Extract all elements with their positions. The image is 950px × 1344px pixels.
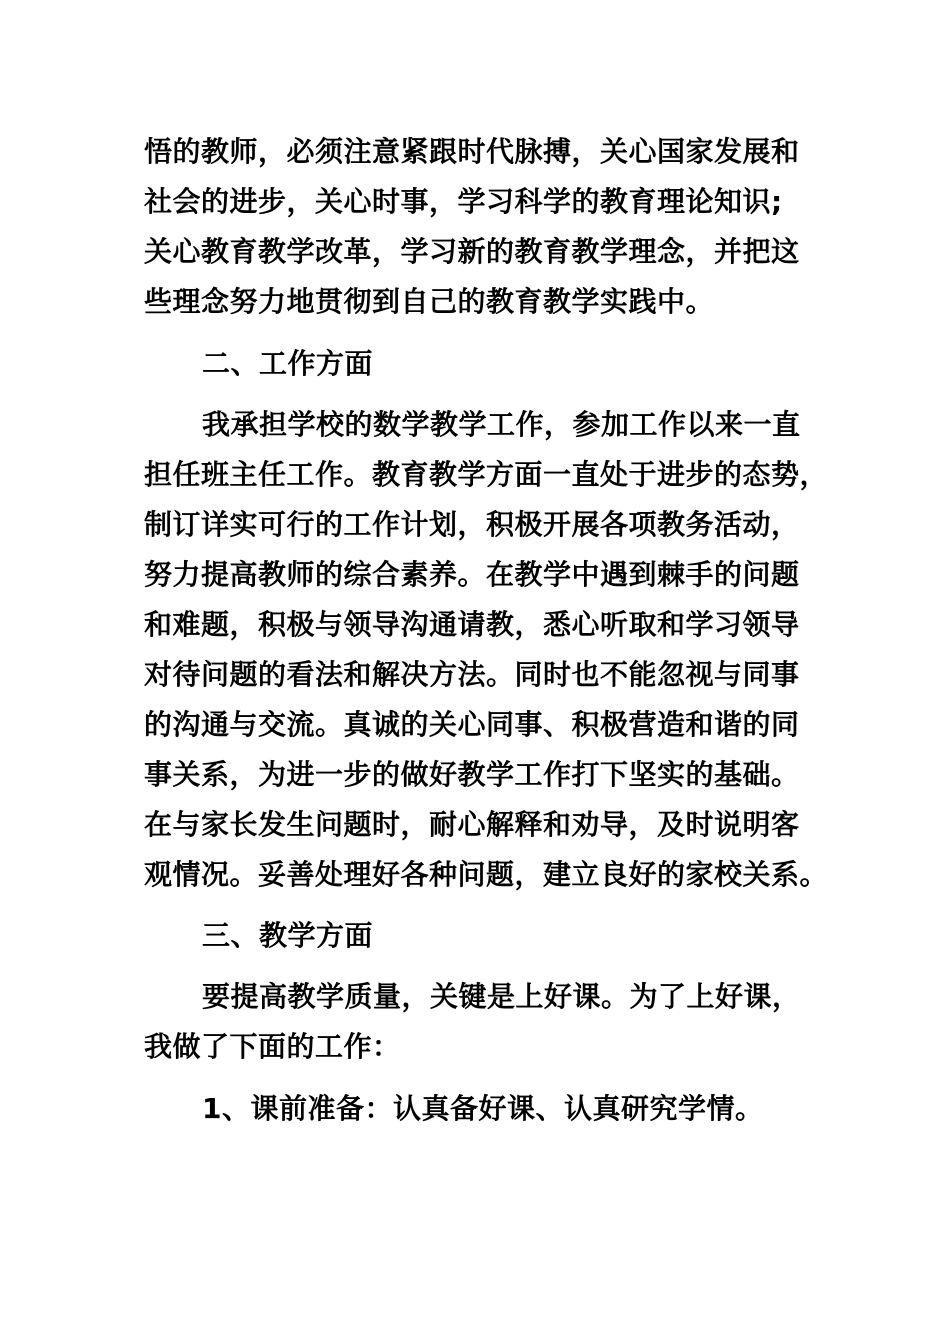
paragraph-line: 努力提高教师的综合素养。在教学中遇到棘手的问题	[144, 558, 800, 591]
paragraph-line: 关心教育教学改革，学习新的教育教学理念，并把这	[144, 235, 800, 268]
paragraph-line: 社会的进步，关心时事，学习科学的教育理论知识;	[144, 185, 783, 218]
paragraph-line: 要提高教学质量，关键是上好课。为了上好课，	[202, 980, 801, 1013]
paragraph-line: 我做了下面的工作：	[144, 1030, 401, 1063]
paragraph-line: 的沟通与交流。真诚的关心同事、积极营造和谐的同	[144, 708, 800, 741]
paragraph-line: 对待问题的看法和解决方法。同时也不能忽视与同事	[144, 658, 800, 691]
paragraph-line: 些理念努力地贯彻到自己的教育教学实践中。	[144, 285, 715, 318]
paragraph-line: 观情况。妥善处理好各种问题，建立良好的家校关系。	[144, 858, 829, 891]
list-item-preparation: 1、课前准备：认真备好课、认真研究学情。	[202, 1092, 764, 1125]
paragraph-line: 在与家长发生问题时，耐心解释和劝导，及时说明客	[144, 808, 800, 841]
paragraph-line: 我承担学校的数学教学工作，参加工作以来一直	[202, 408, 801, 441]
paragraph-line: 担任班主任工作。教育教学方面一直处于进步的态势，	[144, 458, 829, 491]
paragraph-line: 悟的教师，必须注意紧跟时代脉搏，关心国家发展和	[144, 135, 800, 168]
paragraph-line: 制订详实可行的工作计划，积极开展各项教务活动，	[144, 508, 800, 541]
section-heading-teaching: 三、教学方面	[202, 919, 374, 952]
section-heading-work: 二、工作方面	[202, 347, 374, 380]
paragraph-line: 事关系，为进一步的做好教学工作打下坚实的基础。	[144, 758, 800, 791]
paragraph-line: 和难题，积极与领导沟通请教，悉心听取和学习领导	[144, 608, 800, 641]
